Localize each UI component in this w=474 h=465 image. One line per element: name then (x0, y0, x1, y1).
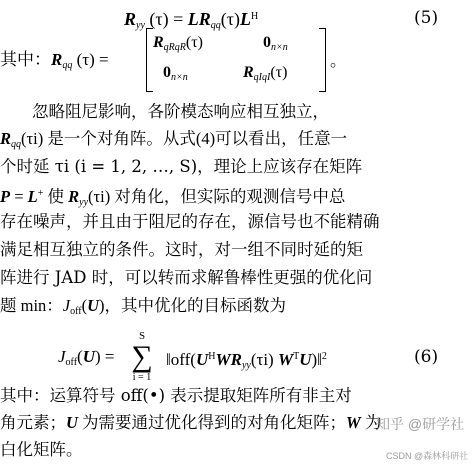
block-matrix (146, 28, 326, 92)
para1-line2 (0, 128, 347, 156)
para2-b: 为需要通过优化得到的对角化矩阵； (77, 413, 347, 432)
eq6-W: W (277, 350, 294, 369)
para2-c: 为 (360, 413, 382, 432)
where-prefix: 其中： (0, 50, 51, 69)
para2-U: U (66, 413, 78, 432)
eq5-number: (5) (414, 8, 439, 28)
para1-line6: 满足相互独立的条件。这时，对一组不同时延的矩 (0, 240, 363, 259)
para1-eq: = (10, 187, 28, 206)
para1-line8: 题 min：$J_{off}(U)$，其中优化的目标函数为 (0, 296, 287, 317)
m11-sub: qRqR (163, 42, 186, 53)
para1-J-sub: off (70, 306, 82, 317)
para1-line4 (0, 183, 345, 214)
para1-plus: + (37, 188, 44, 199)
para1-R2: R (68, 187, 80, 206)
para1-line5: 存在噪声，并且由于阻尼的存在，源信号也不能精确 (0, 212, 380, 231)
eq5-L-R: LR (187, 9, 211, 29)
eq6-WR: WR (215, 350, 242, 369)
para1-line3: 个时延 τi (i = 1, 2, …, S)，理论上应该存在矩阵 (0, 157, 363, 176)
matrix-cell-22 (243, 64, 287, 83)
equation-6-lhs: $J_{off}(U)$ = (58, 347, 115, 368)
m22-arg: (τ) (270, 64, 288, 81)
eq6-U: U (82, 347, 95, 366)
para1-min: 题 min： (0, 296, 63, 315)
sum-upper: S (138, 330, 146, 342)
eq6-J: J (58, 347, 66, 366)
eq6-close: )‖ (311, 350, 322, 369)
eq5-L: L (240, 9, 252, 29)
equation-6-body (166, 346, 327, 377)
para1-L: L (27, 187, 38, 206)
eq6-U-H: U (195, 350, 209, 369)
eq6-WR-sub: yy (241, 360, 251, 371)
where-end: 。 (330, 51, 347, 70)
para2-W: W (346, 413, 361, 432)
m22-R: R (243, 64, 254, 81)
where-R: R (51, 50, 63, 69)
sum-sign: ∑ (131, 340, 153, 373)
eq5-rhs-arg: (τ) (220, 9, 241, 29)
sum-lower: i = 1 (132, 372, 152, 383)
para2-line3: 白化矩阵。 (0, 440, 83, 459)
para1-line8-rest: ，其中优化的目标函数为 (104, 296, 287, 315)
para1-line7: 阵进行 JAD 时，可以转而求解鲁棒性更强的优化问 (0, 268, 373, 287)
para1-U: U (87, 296, 100, 315)
where-clause (0, 49, 109, 77)
eq6-off-open: ‖off( (166, 350, 196, 369)
m22-sub: qIqI (253, 72, 271, 83)
m21-zero: 0 (163, 64, 171, 81)
para1-mid: 使 (43, 187, 69, 206)
where-R-sub: qq (62, 60, 73, 71)
eq6-equals: = (100, 347, 115, 366)
para1-R2-sub: yy (79, 197, 89, 208)
where-arg: (τ) = (76, 50, 109, 69)
eq5-lhs-arg: (τ) = (149, 9, 184, 29)
m12-sub: n×n (271, 42, 288, 53)
para2-line1: 其中：运算符号 off(•) 表示提取矩阵所有非主对 (0, 386, 352, 405)
matrix-cell-21 (163, 64, 188, 83)
para1-line2-rest: (τi) 是一个对角阵。从式(4)可以看出，任意一 (21, 129, 348, 148)
m11-R: R (153, 34, 164, 51)
m11-arg: (τ) (185, 34, 203, 51)
para2-a: 角元素； (0, 413, 66, 432)
para1-J: J (62, 296, 71, 315)
para1-P: P (0, 187, 11, 206)
m21-sub: n×n (171, 72, 188, 83)
eq6-sup-T: T (293, 351, 300, 362)
eq6-tau: (τi) (250, 350, 278, 369)
para1-R: R (0, 129, 12, 148)
para1-line1: 忽略阻尼影响，各阶模态响应相互独立， (32, 102, 329, 121)
para1-R-sub: qq (11, 139, 22, 150)
eq6-sup-2: 2 (321, 351, 327, 362)
m12-zero: 0 (263, 34, 271, 51)
para1-line4-rest: (τi) 对角化，但实际的观测信号中总 (88, 187, 346, 206)
eq6-U2: U (299, 350, 312, 369)
eq5-sup-H: H (251, 11, 259, 22)
watermark-zhihu: 知乎 @研学社 (376, 416, 465, 432)
eq5-lhs: R (124, 9, 137, 29)
matrix-cell-12 (263, 34, 288, 53)
eq5-lhs-sub: yy (136, 20, 145, 31)
eq6-sup-H: H (208, 351, 216, 362)
eq6-J-sub: off (65, 357, 78, 368)
watermark-csdn: CSDN @森林科研社 (386, 451, 469, 461)
eq5-rhs-sub: qq (210, 20, 221, 31)
para2-line2 (0, 412, 381, 434)
matrix-cell-11 (153, 34, 203, 53)
eq6-number: (6) (414, 347, 439, 367)
